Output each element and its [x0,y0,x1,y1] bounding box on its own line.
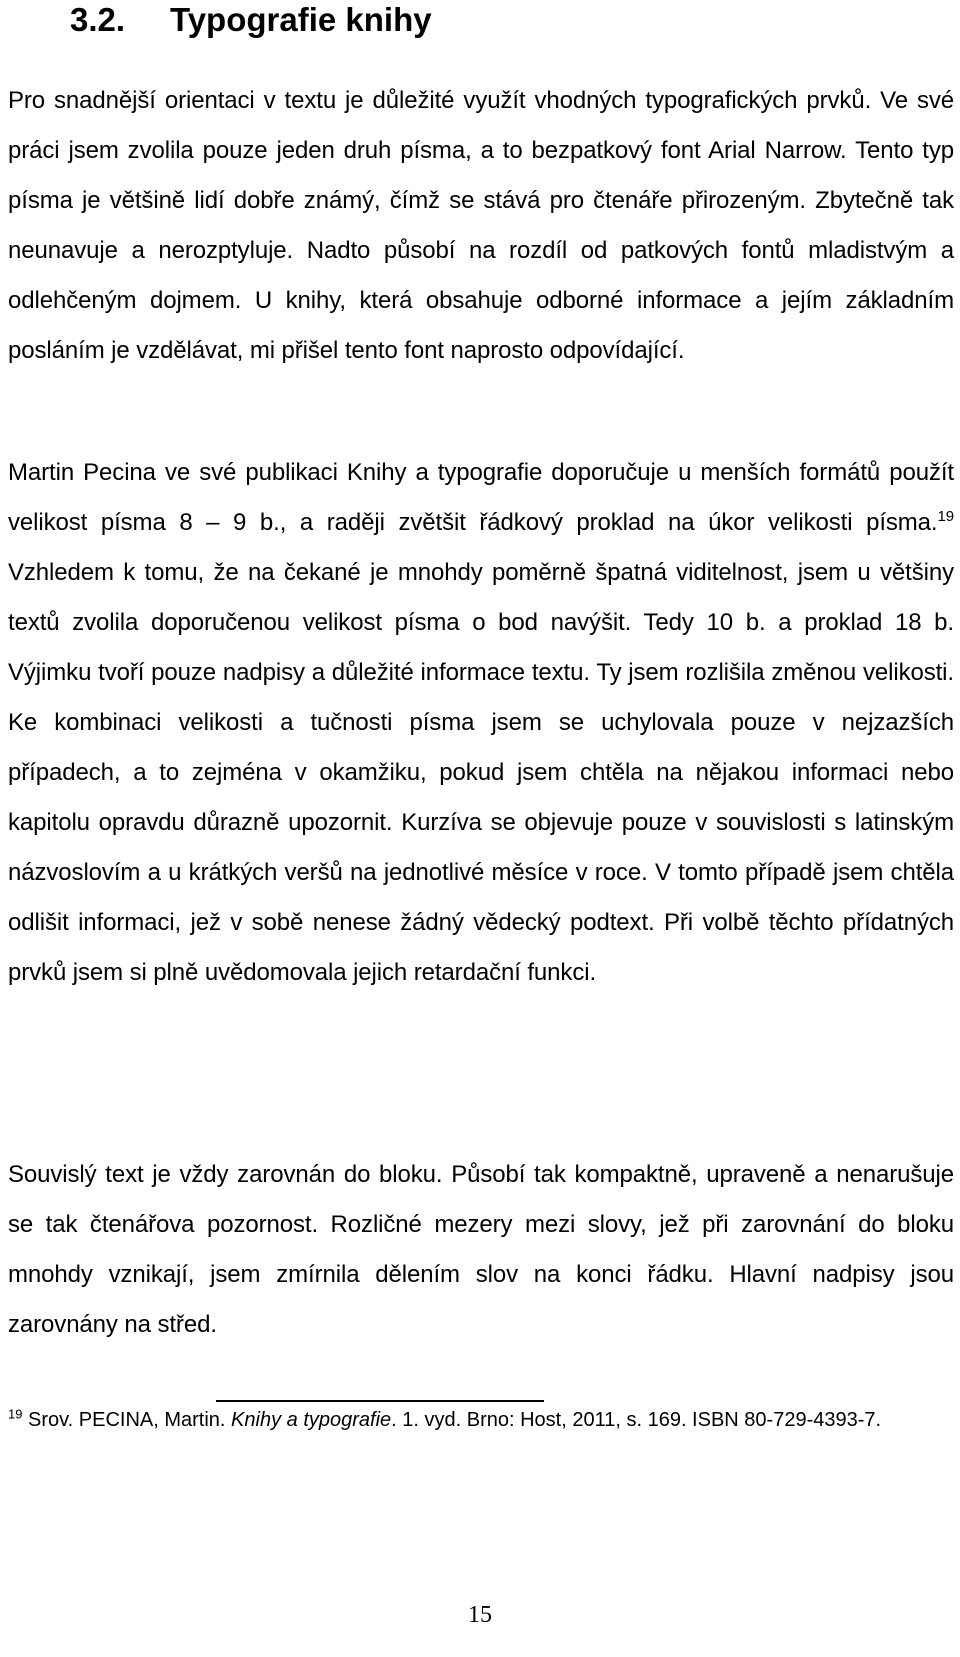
section-number: 3.2. [70,1,126,38]
footnote-text: . 1. vyd. Brno: Host, 2011, s. 169. ISBN 80-729-4393-7. [391,1409,882,1431]
footnote-book-title: Knihy a typografie [231,1409,392,1431]
paragraph-text-part: Vzhledem k tomu, že na čekané je mnohdy poměrně špatná viditelnost, jsem u většiny textů zvolila doporučenou velikost písma o bod navýšit. Tedy 10 b. a proklad 18 b. Výjimku tvoří pouze nadpisy a důležité informace textu. Ty jsem rozlišila změnou velikosti. Ke kombinaci velikosti a tučnosti písma jsem se uchylovala pouze v nejzazších případech, a to zejména v okamžiku, pokud jsem chtěla na nějakou informaci nebo kapitolu opravdu důrazně upozornit. Kurzíva se objevuje pouze v souvislosti s latinským názvoslovím a u krátkých veršů na jednotlivé měsíce v roce. V tomto případě jsem chtěla odlišit informaci, jež v sobě nenese žádný vědecký podtext. Při volbě těchto přídatných prvků jsem si plně uvědomovala jejich retardační funkci. [8,559,954,986]
section-title: Typografie knihy [170,1,432,38]
paragraph-alignment: Souvislý text je vždy zarovnán do bloku. Působí tak kompaktně, upraveně a nenarušuje se tak čtenářova pozornost. Rozličné mezery mezi slovy, jež při zarovnání do bloku mnohdy vznikají, jsem zmírnila dělením slov na konci řádku. Hlavní nadpisy jsou zarovnány na střed. [8,1161,954,1338]
paragraph-font-size [8,448,954,998]
footnote-number: 19 [8,1406,23,1422]
footnote-separator [216,1400,544,1402]
section-heading [70,0,432,40]
paragraph-font-choice: Pro snadnější orientaci v textu je důležité využít vhodných typografických prvků. Ve své práci jsem zvolila pouze jeden druh písma, a to bezpatkový font Arial Narrow. Tento typ písma je většině lidí dobře známý, čímž se stává pro čtenáře přirozeným. Zbytečně tak neunavuje a nerozptyluje. Nadto působí na rozdíl od patkových fontů mladistvým a odlehčeným dojmem. U knihy, která obsahuje odborné informace a jejím základním posláním je vzdělávat, mi přišel tento font naprosto odpovídající. [8,87,954,364]
footnote [8,1406,928,1434]
page-number: 15 [468,1602,492,1628]
paragraph-text-part: Martin Pecina ve své publikaci Knihy a typografie doporučuje u menších formátů použít velikost písma 8 – 9 b., a raději zvětšit řádkový proklad na úkor velikosti písma. [8,459,954,536]
footnote-reference-mark[interactable]: 19 [937,508,954,525]
footnote-text: Srov. PECINA, Martin. [22,1409,232,1431]
